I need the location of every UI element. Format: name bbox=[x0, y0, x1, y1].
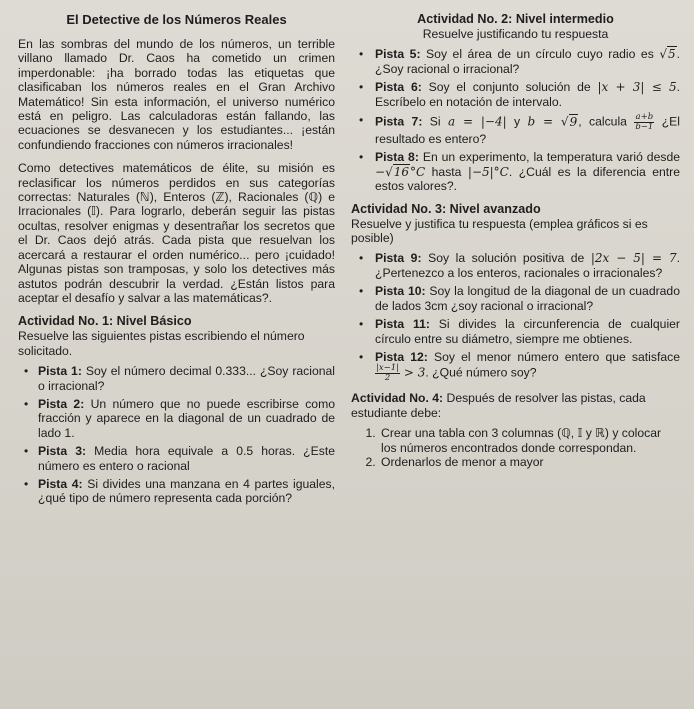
activity-1-title: Actividad No. 1: Nivel Básico bbox=[18, 314, 192, 329]
hint-text: En un experimento, la temperatura varió desde bbox=[418, 150, 681, 165]
hint-12 bbox=[351, 350, 680, 383]
hint-label: Pista 12: bbox=[375, 349, 428, 364]
hint-text: . Escríbelo en notación de intervalo. bbox=[375, 80, 680, 109]
hint-label: Pista 1: bbox=[38, 364, 82, 379]
activity-3-instructions: Resuelve y justifica tu respuesta (emplea gráficos si es posible) bbox=[351, 216, 648, 246]
hint-text: Soy el conjunto solución de bbox=[421, 80, 598, 95]
hint-3 bbox=[18, 444, 335, 473]
sqrt-expression: √5 bbox=[659, 47, 676, 62]
hint-6 bbox=[351, 80, 680, 109]
fraction-denominator: b−1 bbox=[635, 122, 654, 133]
fraction-numerator: a+b bbox=[635, 112, 654, 123]
hint-label: Pista 10: bbox=[375, 284, 426, 299]
hint-text: y bbox=[506, 114, 528, 129]
hint-text: Soy la longitud de la diagonal de un cuadrado de lados 3cm ¿soy racional o irracional? bbox=[375, 284, 680, 313]
hint-label: Pista 8: bbox=[375, 150, 419, 165]
hint-11 bbox=[351, 317, 680, 346]
fraction bbox=[634, 113, 654, 132]
hint-1 bbox=[18, 364, 335, 393]
fraction bbox=[375, 364, 400, 383]
activity-3-hints bbox=[351, 251, 680, 383]
left-column bbox=[18, 10, 335, 709]
math-expression: |−5|°C bbox=[467, 164, 509, 179]
radicand: 5 bbox=[667, 47, 676, 62]
hint-text: Media hora equivale a 0.5 horas. ¿Este número es entero o racional bbox=[38, 444, 336, 473]
hint-9 bbox=[351, 251, 680, 280]
math-expression: °C bbox=[410, 164, 426, 179]
story-paragraph-1: En las sombras del mundo de los números, un terrible villano llamado Dr. Caos ha cometido un crimen imperdonable: ¡ha borrado todas las etiquetas que clasificaban los números reales en el Gran Archivo Matemático! Sin esta información, el universo numérico está en peligro. Las calculadoras están fallando, las ecuaciones se desvanecen y los estudiantes... ¡están confundiendo fracciones con números irracionales! bbox=[18, 37, 336, 152]
hint-text: . ¿Pertenezco a los enteros, racionales o irracionales? bbox=[375, 251, 680, 280]
hint-8 bbox=[351, 150, 680, 193]
hint-text: , calcula bbox=[578, 114, 635, 129]
activity-4-block bbox=[351, 391, 680, 420]
hint-text: Soy el área de un círculo cuyo radio es bbox=[420, 47, 660, 62]
hint-text: Soy el menor número entero que satisface bbox=[427, 349, 680, 364]
hint-label: Pista 11: bbox=[375, 317, 430, 332]
math-expression: |2x − 5| = 7 bbox=[590, 251, 677, 266]
hint-4 bbox=[18, 477, 335, 506]
activity-2-hints bbox=[351, 47, 680, 193]
activity-2-title: Actividad No. 2: Nivel intermedio bbox=[417, 12, 614, 26]
activity-1-instructions: Resuelve las siguientes pistas escribiendo el número solicitado. bbox=[18, 329, 305, 358]
hint-text: hasta bbox=[425, 164, 468, 179]
math-expression: a = |−4| bbox=[448, 114, 507, 129]
hint-text: . ¿Soy racional o irracional? bbox=[375, 47, 681, 76]
sqrt-expression bbox=[393, 164, 410, 179]
radicand: 9 bbox=[569, 114, 578, 129]
hint-text: Un número que no puede escribirse como fracción y aparece en la diagonal de un cuadrado de lado 1. bbox=[38, 396, 336, 440]
hint-text: ¿El resultado es entero? bbox=[375, 114, 681, 147]
fraction-numerator: |x−1| bbox=[376, 363, 400, 374]
hint-label: Pista 4: bbox=[38, 476, 83, 491]
math-expression: > 3 bbox=[400, 366, 426, 381]
hint-label: Pista 5: bbox=[375, 47, 421, 62]
hint-text: Soy la solución positiva de bbox=[421, 251, 591, 266]
hint-text: Soy el número decimal 0.333... ¿Soy racional o irracional? bbox=[38, 364, 336, 393]
right-column bbox=[351, 10, 680, 709]
math-expression: b = √ bbox=[527, 114, 569, 129]
sqrt-expression bbox=[569, 114, 579, 129]
hint-label: Pista 7: bbox=[375, 114, 423, 129]
math-expression: −√ bbox=[375, 164, 393, 179]
activity-4-steps bbox=[351, 426, 680, 469]
activity-1-hints bbox=[18, 364, 335, 506]
activity-4-title: Actividad No. 4: bbox=[351, 391, 444, 406]
hint-2 bbox=[18, 397, 335, 440]
hint-label: Pista 6: bbox=[375, 80, 422, 95]
hint-label: Pista 2: bbox=[38, 396, 85, 411]
hint-text: . ¿Cuál es la diferencia entre estos valores?. bbox=[375, 164, 680, 194]
activity-3-title: Actividad No. 3: Nivel avanzado bbox=[351, 201, 541, 216]
hint-text: Si divides una manzana en 4 partes iguales, ¿qué tipo de número representa cada porción? bbox=[38, 476, 336, 506]
activity-2-instructions: Resuelve justificando tu respuesta bbox=[422, 27, 609, 41]
step-1: 1. Crear una tabla con 3 columnas (ℚ, 𝕀 y ℝ) y colocar los números encontrados donde correspondan. bbox=[379, 426, 680, 455]
math-expression: |x + 3| ≤ 5 bbox=[597, 80, 677, 95]
step-2: 2. Ordenarlos de menor a mayor bbox=[379, 455, 680, 469]
hint-text: Si bbox=[422, 114, 449, 129]
hint-label: Pista 3: bbox=[38, 444, 87, 459]
worksheet-title: El Detective de los Números Reales bbox=[66, 12, 287, 27]
hint-10 bbox=[351, 284, 680, 313]
activity-4-instructions: Después de resolver las pistas, cada estudiante debe: bbox=[351, 391, 646, 420]
fraction-denominator: 2 bbox=[384, 373, 391, 384]
hint-text: . ¿Qué número soy? bbox=[425, 366, 537, 381]
radicand: 16 bbox=[393, 164, 409, 179]
hint-text: Si divides la circunferencia de cualquier círculo entre su diámetro, siempre me obtienes. bbox=[375, 317, 680, 346]
hint-5 bbox=[351, 47, 680, 76]
story-paragraph-2: Como detectives matemáticos de élite, su misión es reclasificar los números perdidos en sus categorías correctas: Naturales (ℕ), Enteros (ℤ), Racionales (ℚ) e Irracionales (𝕀). Para lograrlo, deberán seguir las pistas ocultas, resolver enigmas y desentrañar los secretos que el Dr. Caos dejó atrás. Cada pista que resuelvan los acercará a restaurar el orden numérico... pero ¡cuidado! Algunas pistas son tramposas, y solo los detectives más astutos podrán descubrir la verdad. ¿Están listos para aceptar el desafío y salvar a las matemáticas?. bbox=[18, 161, 336, 305]
hint-7 bbox=[351, 113, 680, 146]
hint-label: Pista 9: bbox=[375, 251, 422, 266]
